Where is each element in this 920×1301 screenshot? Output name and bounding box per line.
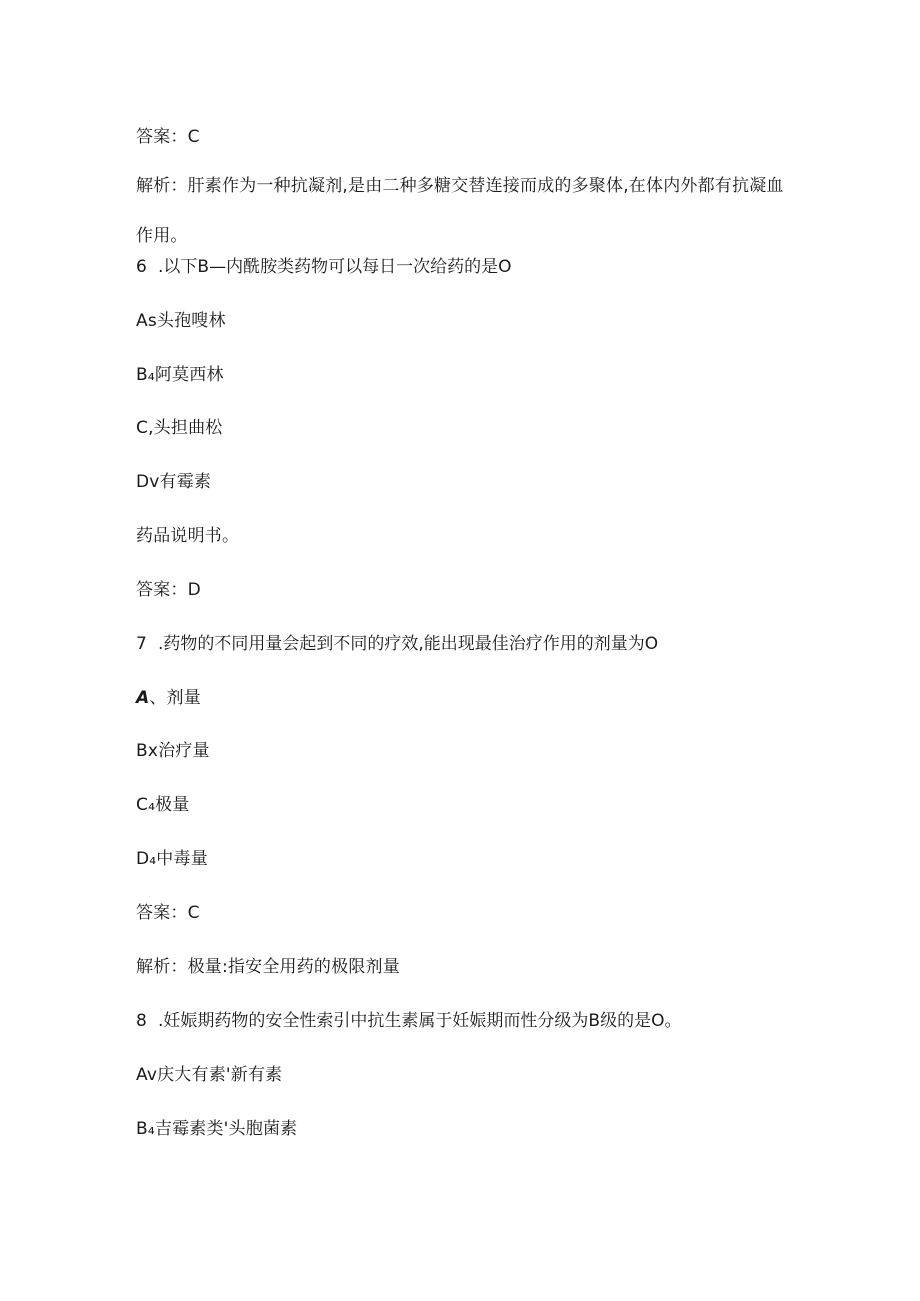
question-number: 7 — [136, 634, 147, 654]
explanation-continuation: 作用。 — [136, 226, 188, 246]
option-a: Av庆大有素'新有素 — [136, 1065, 283, 1085]
option-b: B₄吉霉素类'头胞菌素 — [136, 1119, 298, 1139]
option-c: C,头担曲松 — [136, 418, 223, 438]
question-text: .妊娠期药物的安全性索引中抗生素属于妊娠期而性分级为B级的是O。 — [158, 1011, 682, 1031]
explanation-line: 解析：肝素作为一种抗凝剂,是由二种多糖交替连接而成的多聚体,在体内外都有抗凝血 — [136, 176, 784, 196]
note-line: 药品说明书。 — [136, 526, 240, 546]
option-a-letter: A — [136, 688, 150, 708]
option-b: B₄阿莫西林 — [136, 365, 224, 385]
option-d: D₄中毒量 — [136, 849, 208, 869]
question-text: .药物的不同用量会起到不同的疗效,能出现最佳治疗作用的剂量为O — [158, 634, 659, 654]
answer-line: 答案：C — [136, 127, 200, 147]
option-a-text: 、剂量 — [149, 688, 201, 708]
answer-line: 答案：C — [136, 903, 200, 923]
answer-line: 答案：D — [136, 580, 201, 600]
option-d: Dv有霉素 — [136, 472, 212, 492]
question-number: 6 — [136, 257, 147, 277]
option-b: Bx治疗量 — [136, 741, 210, 761]
explanation-line: 解析：极量:指安全用药的极限剂量 — [136, 957, 400, 977]
option-c: C₄极量 — [136, 795, 190, 815]
question-text: .以下B—内酰胺类药物可以每日一次给药的是O — [158, 257, 512, 277]
option-a: As头孢嗖林 — [136, 311, 226, 331]
option-a — [136, 687, 201, 709]
question-number: 8 — [136, 1011, 147, 1031]
